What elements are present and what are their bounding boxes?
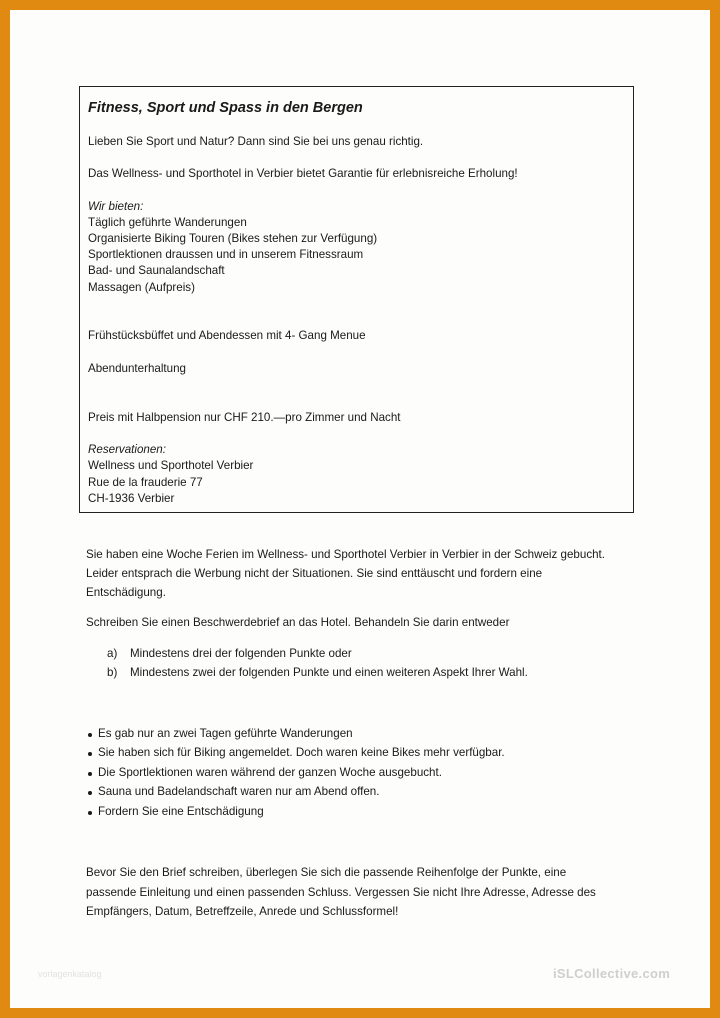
situation-line: Entschädigung. (86, 586, 166, 599)
bullet-icon (88, 733, 92, 737)
ad-offer-item: Sportlektionen draussen und in unserem Fitnessraum (88, 248, 364, 261)
complaint-point: Es gab nur an zwei Tagen geführte Wanderungen (98, 727, 353, 740)
bullet-icon (88, 752, 92, 756)
ad-address-line: Wellness und Sporthotel Verbier (88, 459, 254, 472)
ad-meals: Frühstücksbüffet und Abendessen mit 4- Gang Menue (88, 329, 366, 342)
bullet-icon (88, 811, 92, 815)
ad-reservation-heading: Reservationen: (88, 443, 166, 456)
worksheet-page (10, 10, 710, 1008)
ad-address-line: Rue de la frauderie 77 (88, 476, 203, 489)
ad-title: Fitness, Sport und Spass in den Bergen (88, 100, 363, 116)
option-label: b) (107, 666, 118, 679)
closing-line: passende Einleitung und einen passenden Schluss. Vergessen Sie nicht Ihre Adresse, Adresse des (86, 886, 596, 899)
complaint-point: Sauna und Badelandschaft waren nur am Abend offen. (98, 785, 380, 798)
hotel-advertisement-box (79, 86, 634, 513)
watermark-islcollective: iSLCollective.com (553, 966, 671, 981)
ad-offer-item: Massagen (Aufpreis) (88, 281, 195, 294)
closing-line: Empfängers, Datum, Betreffzeile, Anrede und Schlussformel! (86, 905, 399, 918)
ad-entertainment: Abendunterhaltung (88, 362, 186, 375)
ad-address-line: CH-1936 Verbier (88, 492, 175, 505)
complaint-point: Fordern Sie eine Entschädigung (98, 805, 264, 818)
ad-price: Preis mit Halbpension nur CHF 210.—pro Zimmer und Nacht (88, 411, 401, 424)
ad-offer-item: Bad- und Saunalandschaft (88, 264, 225, 277)
bullet-icon (88, 772, 92, 776)
option-label: a) (107, 647, 118, 660)
situation-line: Leider entsprach die Werbung nicht der Situationen. Sie sind enttäuscht und fordern eine (86, 567, 543, 580)
ad-offer-heading: Wir bieten: (88, 200, 144, 213)
task-instruction: Schreiben Sie einen Beschwerdebrief an das Hotel. Behandeln Sie darin entweder (86, 616, 510, 629)
ad-offer-item: Täglich geführte Wanderungen (88, 216, 247, 229)
complaint-point: Die Sportlektionen waren während der ganzen Woche ausgebucht. (98, 766, 442, 779)
closing-line: Bevor Sie den Brief schreiben, überlegen Sie sich die passende Reihenfolge der Punkte, eine (86, 866, 567, 879)
option-text: Mindestens zwei der folgenden Punkte und einen weiteren Aspekt Ihrer Wahl. (130, 666, 528, 679)
option-text: Mindestens drei der folgenden Punkte oder (130, 647, 352, 660)
watermark-left: vorlagenkatalog (38, 969, 102, 979)
complaint-point: Sie haben sich für Biking angemeldet. Doch waren keine Bikes mehr verfügbar. (98, 746, 505, 759)
ad-offer-item: Organisierte Biking Touren (Bikes stehen zur Verfügung) (88, 232, 378, 245)
ad-intro: Lieben Sie Sport und Natur? Dann sind Sie bei uns genau richtig. (88, 135, 424, 148)
ad-guarantee: Das Wellness- und Sporthotel in Verbier bietet Garantie für erlebnisreiche Erholung! (88, 167, 518, 180)
situation-line: Sie haben eine Woche Ferien im Wellness- und Sporthotel Verbier in Verbier in der Schweiz gebucht. (86, 548, 606, 561)
bullet-icon (88, 791, 92, 795)
